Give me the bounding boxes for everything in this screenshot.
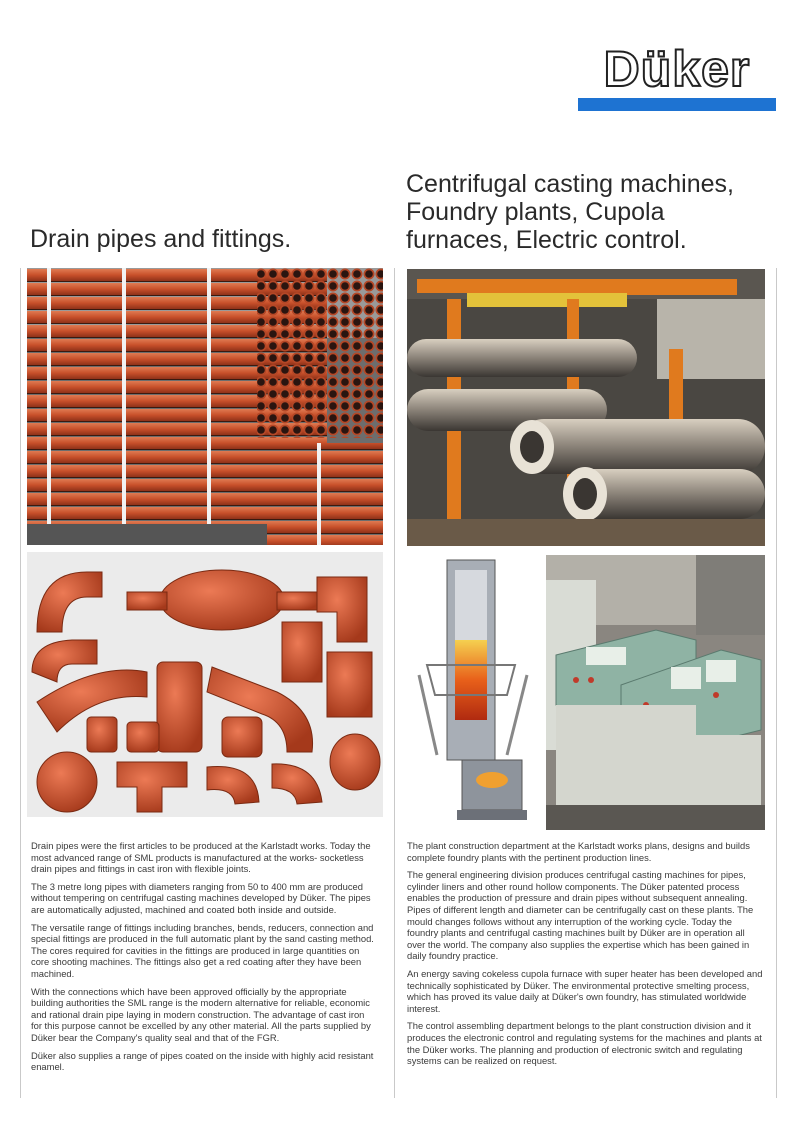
- right-heading-line: Centrifugal casting machines,: [406, 170, 734, 198]
- photo-stacked-pipes: [27, 268, 383, 545]
- left-paragraph: The 3 metre long pipes with diameters ranging from 50 to 400 mm are produced without tempering on centrifugal casting machines developed by Düker. The pipes are automatically adjusted, machined and coated both inside and outside.: [31, 880, 371, 915]
- right-heading: [406, 170, 786, 254]
- photo-control-consoles: [546, 555, 765, 830]
- photo-pipe-fittings: [27, 552, 383, 817]
- left-body-text: [31, 840, 377, 1079]
- column-rule-middle: [394, 268, 395, 1098]
- right-paragraph: The plant construction department at the Karlstadt works plans, designs and builds complete foundry plants with the pertinent production lines.: [407, 840, 750, 863]
- column-rule-left: [20, 268, 21, 1098]
- right-paragraph: The control assembling department belongs to the plant construction division and it produces the electronic control and regulating systems for the machines and plants at the Düker works. The planning and production of electronic switch and regulating systems can be realized on request.: [407, 1020, 762, 1067]
- left-paragraph: With the connections which have been approved officially by the appropriate building authorities the SML range is the modern alternative for reliable, economic and rational drain pipe laying in modern construction. The advantage of cast iron for this purpose cannot be excelled by any other material. All the parts supplied by Düker bear the Company's quality seal and that of the FGR.: [31, 985, 371, 1043]
- left-paragraph: Düker also supplies a range of pipes coated on the inside with highly acid resistant enamel.: [31, 1049, 374, 1073]
- left-paragraph: Drain pipes were the first articles to be produced at the Karlstadt works. Today the most advanced range of SML products is manufactured at the works- socketless drain pipes and fittings in cast iron with flexible joints.: [31, 840, 371, 875]
- right-paragraph: The general engineering division produces centrifugal casting machines for pipes, cylinder liners and other round hollow components. The Düker patented process enables the production of pressure and drain pipes without subsequent annealing. Pipes of different length and diameter can be centrifugally cast on these plants. The mould changes follows without any interruption of the working cycle. Today the foundry plants and centrifugal casting machines built by Düker are in operation all over the world. The company also supplies the expertise which has been gained in daily foundry practice.: [407, 869, 754, 962]
- logo-accent-bar: [578, 98, 776, 111]
- right-paragraph: An energy saving cokeless cupola furnace with super heater has been developed and technically sophisticated by Düker. The environmental protective smelting process, which has proved its value daily at Düker's own foundry, has stimulated worldwide interest.: [407, 967, 763, 1014]
- right-body-text: [407, 840, 765, 1073]
- logo-wordmark: Düker: [603, 41, 751, 97]
- right-heading-line: furnaces, Electric control.: [406, 226, 687, 254]
- column-rule-right: [776, 268, 777, 1098]
- photo-casting-machines: [407, 269, 765, 546]
- left-paragraph: The versatile range of fittings including branches, bends, reducers, connection and special fittings are produced in the full automatic plant by the sand casting method. The cores required for cavities in the fittings are produced in large quantities on core shooting machines. The fittings also get a red coating after they have been machined.: [31, 921, 374, 979]
- left-heading: Drain pipes and fittings.: [30, 225, 292, 253]
- duker-logo: [578, 42, 776, 112]
- right-heading-line: Foundry plants, Cupola: [406, 198, 665, 226]
- photo-cupola-furnace: [407, 555, 540, 830]
